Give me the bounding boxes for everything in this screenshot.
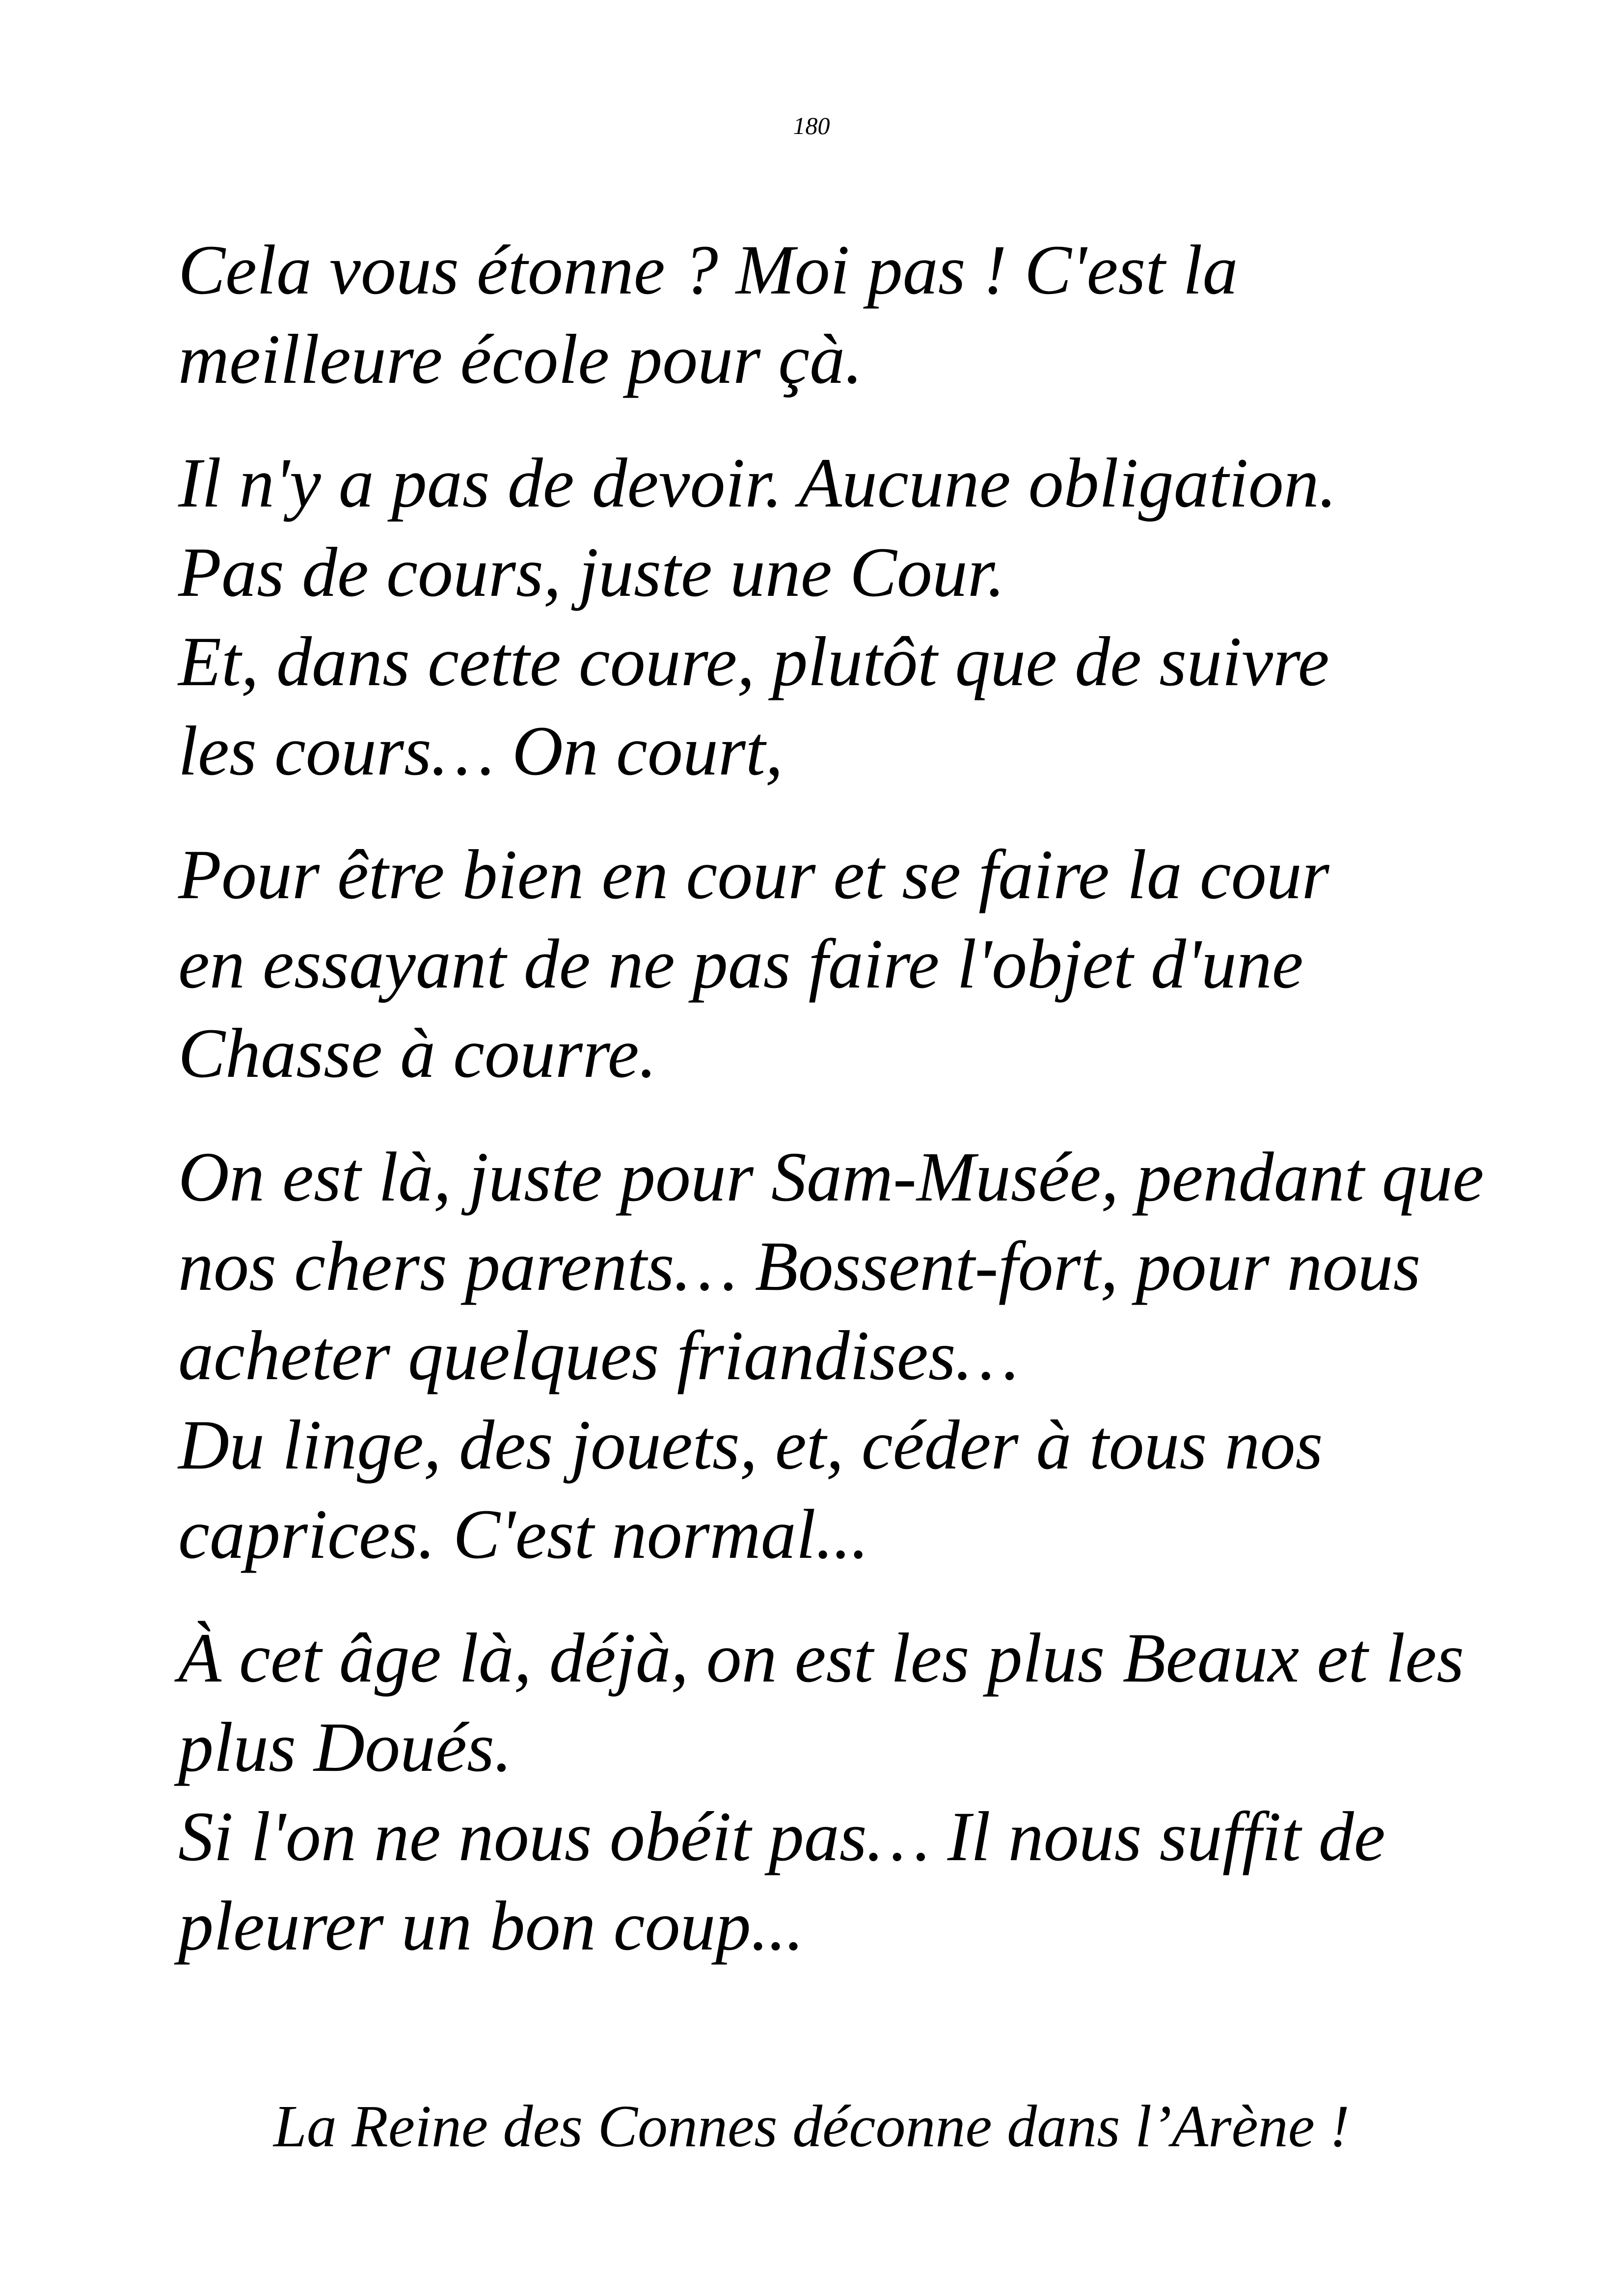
text-line: plus Doués. — [178, 1709, 512, 1787]
text-line: À cet âge là, déjà, on est les plus Beaux et les — [178, 1619, 1464, 1697]
text-line: Pour être bien en cour et se faire la cour — [178, 836, 1329, 914]
text-line: Si l'on ne nous obéit pas… Il nous suffit de — [178, 1798, 1385, 1876]
footer-title: La Reine des Connes déconne dans l’Arène ! — [273, 2093, 1350, 2160]
page-number: 180 — [793, 112, 830, 139]
text-line: Et, dans cette coure, plutôt que de suivre — [178, 623, 1329, 701]
text-line: Il n'y a pas de devoir. Aucune obligation. — [178, 444, 1337, 522]
paragraph-4 — [178, 1133, 1553, 1579]
text-line: Du linge, des jouets, et, céder à tous nos — [178, 1406, 1323, 1484]
text-line: On est là, juste pour Sam-Musée, pendant que — [178, 1138, 1484, 1216]
text-line: Pas de cours, juste une Cour. — [178, 534, 1005, 612]
text-line: les cours… On court, — [178, 712, 783, 790]
text-line: pleurer un bon coup... — [178, 1887, 804, 1965]
paragraph-1 — [178, 226, 1553, 404]
text-line: en essayant de ne pas faire l'objet d'une — [178, 925, 1303, 1003]
text-line: caprices. C'est normal... — [178, 1495, 869, 1574]
paragraph-2 — [178, 439, 1553, 796]
paragraph-5 — [178, 1614, 1553, 1971]
text-line: Cela vous étonne ? Moi pas ! C'est la — [178, 231, 1238, 309]
text-line: meilleure école pour çà. — [178, 320, 863, 399]
text-line: Chasse à courre. — [178, 1015, 657, 1093]
text-line: nos chers parents… Bossent-fort, pour nous — [178, 1228, 1421, 1306]
body-text — [178, 226, 1553, 2005]
text-line: acheter quelques friandises… — [178, 1317, 1019, 1395]
paragraph-3 — [178, 830, 1553, 1098]
